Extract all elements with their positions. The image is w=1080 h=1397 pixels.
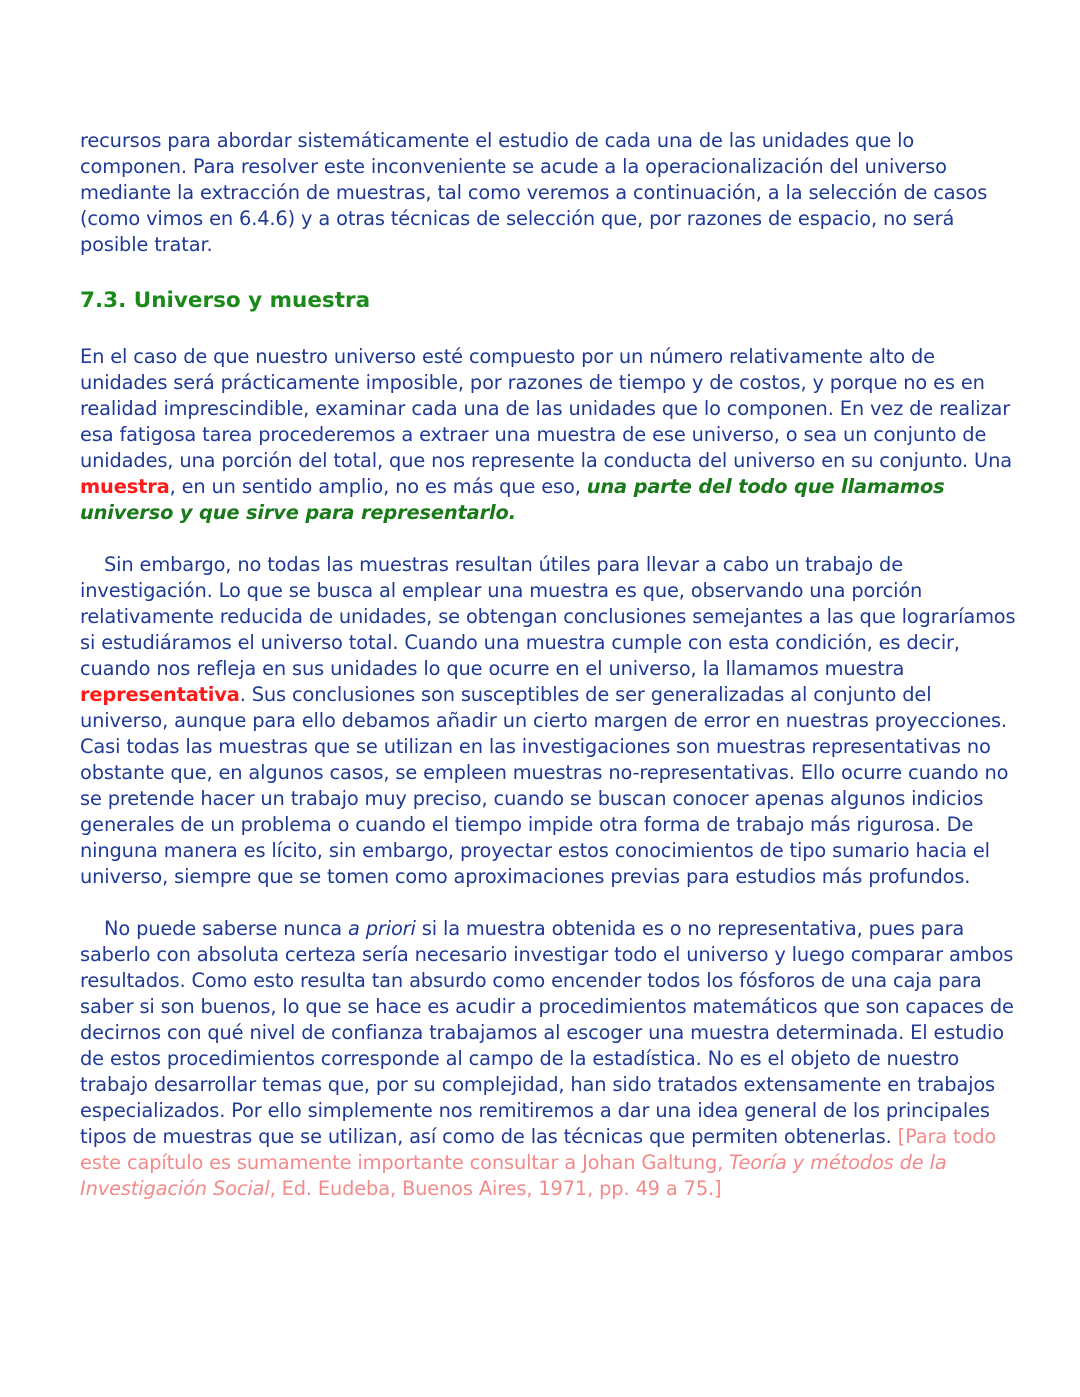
paragraph-a-priori: [80, 916, 1020, 1202]
definition-muestra: una parte del todo que llamamos universo y que sirve para representarlo.: [80, 475, 945, 524]
paragraph-text: En el caso de que nuestro universo esté compuesto por un número relativamente alto de unidades será prácticamente imposible, por razones de tiempo y de costos, y porque no es en realidad imprescindible, examinar cada una de las unidades que lo componen. En vez de realizar esa fatigosa tarea procederemos a extraer una muestra de ese universo, o sea un conjunto de unidades, una porción del total, que nos represente la conducta del universo en su conjunto. Una: [80, 345, 1012, 472]
intro-paragraph: recursos para abordar sistemáticamente el estudio de cada una de las unidades que lo componen. Para resolver este inconveniente se acude a la operacionalización del universo mediante la extracción de muestras, tal como veremos a continuación, a la selección de casos (como vimos en 6.4.6) y a otras técnicas de selección que, por razones de espacio, no será posible tratar.: [80, 129, 988, 256]
paragraph-text: si la muestra obtenida es o no representativa, pues para saberlo con absoluta certeza sería necesario investigar todo el universo y luego comparar ambos resultados. Como esto resulta tan absurdo como encender todos los fósforos de una caja para saber si son buenos, lo que se hace es acudir a procedimientos matemáticos que son capaces de decirnos con qué nivel de confianza trabajamos al escoger una muestra determinada. El estudio de estos procedimientos corresponde al campo de la estadística. No es el objeto de nuestro trabajo desarrollar temas que, por su complejidad, han sido tratados extensamente en trabajos especializados. Por ello simplemente nos remitiremos a dar una idea general de los principales tipos de muestras que se utilizan, así como de las técnicas que permiten obtenerlas.: [80, 917, 1014, 1148]
document-page: [80, 128, 1020, 1202]
paragraph-representative: [80, 552, 1020, 890]
section-heading: 7.3. Universo y muestra: [80, 288, 371, 313]
term-muestra: muestra: [80, 475, 170, 498]
term-representativa: representativa: [80, 683, 240, 706]
paragraph-text: . Sus conclusiones son susceptibles de ser generalizadas al conjunto del universo, aunque para ello debamos añadir un cierto margen de error en nuestras proyecciones. Casi todas las muestras que se utilizan en las investigaciones son muestras representativas no obstante que, en algunos casos, se empleen muestras no-representativas. Ello ocurre cuando no se pretende hacer un trabajo muy preciso, cuando se buscan conocer apenas algunos indicios generales de un problema o cuando el tiempo impide otra forma de trabajo más rigurosa. De ninguna manera es lícito, sin embargo, proyectar estos conocimientos de tipo sumario hacia el universo, siempre que se tomen como aproximaciones previas para estudios más profundos.: [80, 683, 1009, 888]
book-title: Teoría y métodos de la Investigación Social: [80, 1151, 947, 1200]
paragraph-universe: [80, 344, 1020, 526]
paragraph-text: No puede saberse nunca: [104, 917, 348, 940]
note-text: [Para todo este capítulo es sumamente importante consultar a Johan Galtung,: [80, 1125, 997, 1174]
note-text: , Ed. Eudeba, Buenos Aires, 1971, pp. 49 a 75.]: [269, 1177, 722, 1200]
latin-phrase: a priori: [347, 917, 416, 940]
paragraph-text: Sin embargo, no todas las muestras resultan útiles para llevar a cabo un trabajo de investigación. Lo que se busca al emplear una muestra es que, observando una porción relativamente reducida de unidades, se obtengan conclusiones semejantes a las que lograríamos si estudiáramos el universo total. Cuando una muestra cumple con esta condición, es decir, cuando nos refleja en sus unidades lo que ocurre en el universo, la llamamos muestra: [80, 553, 1016, 680]
paragraph-text: , en un sentido amplio, no es más que eso,: [169, 475, 587, 498]
